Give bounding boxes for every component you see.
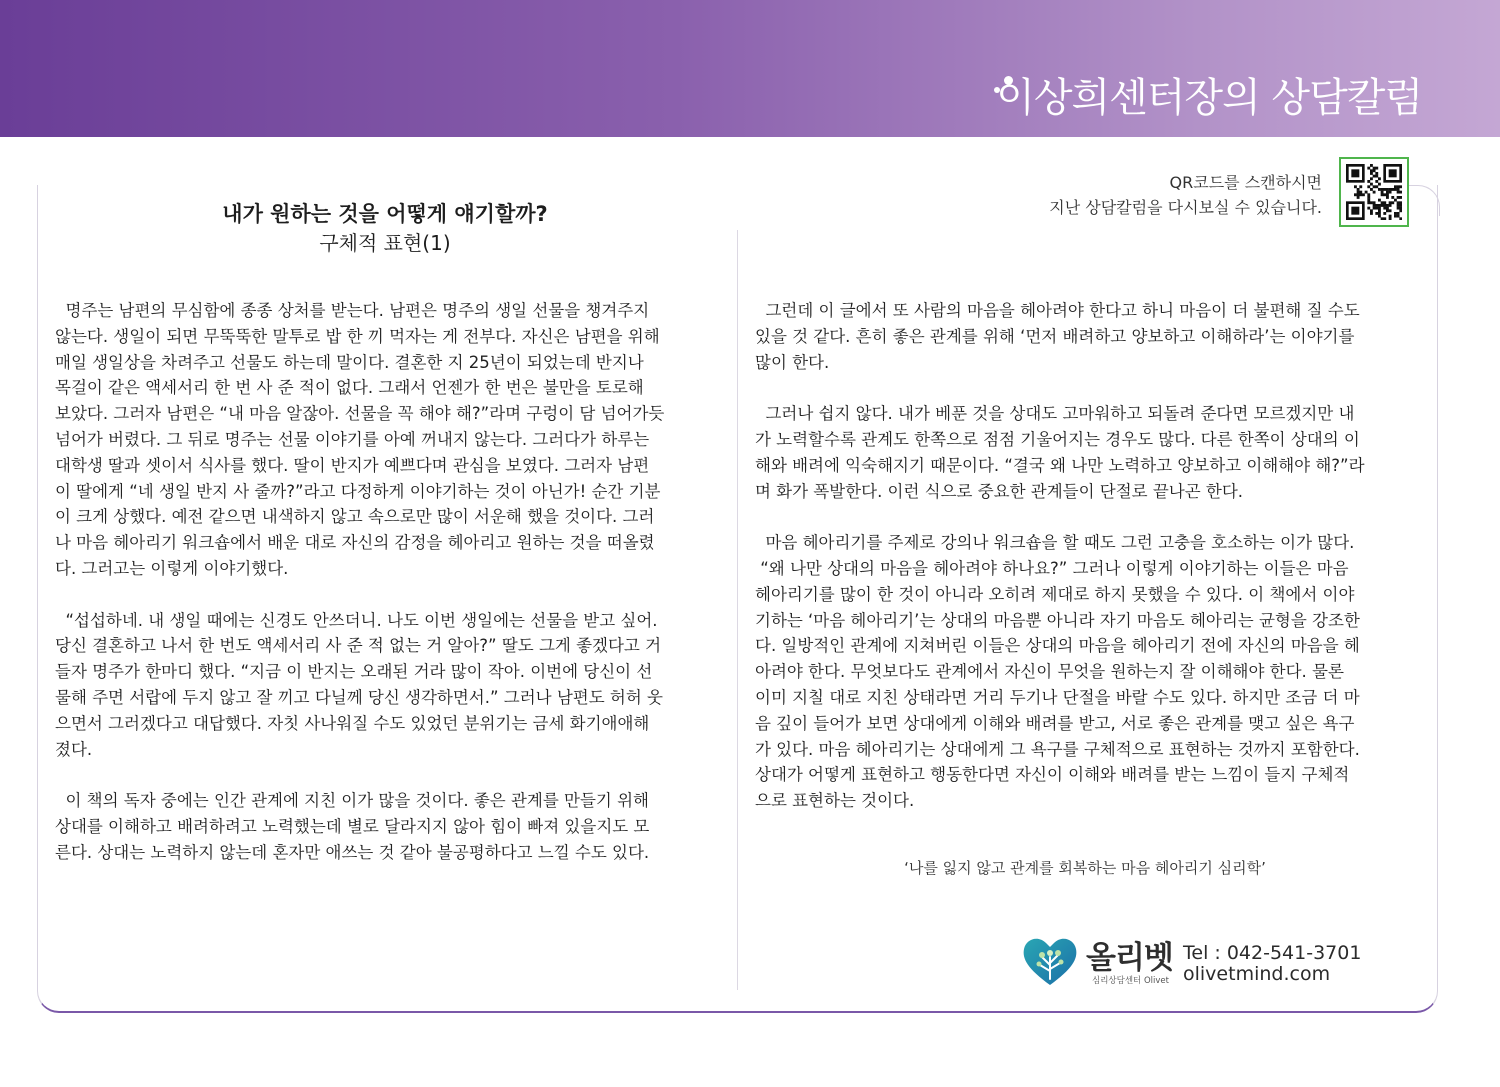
text-line: 기하는 ‘마음 헤아리기’는 상대의 마음뿐 아니라 자기 마음도 헤아리는 균형을 강조한 — [755, 610, 1360, 630]
text-line: 마음 헤아리기를 주제로 강의나 워크숍을 할 때도 그런 고충을 호소하는 이가 많다. — [755, 533, 1355, 553]
text-line: “섭섭하네. 내 생일 때에는 신경도 안쓰더니. 나도 이번 생일에는 선물을 받고 싶어. — [55, 610, 658, 630]
paragraph — [55, 298, 664, 582]
text-line: 매일 생일상을 차려주고 선물도 하는데 말이다. 결혼한 지 25년이 되었는데 반지나 — [55, 352, 644, 372]
text-line: 들자 명주가 한마디 했다. “지금 이 반지는 오래된 거라 많이 작아. 이번에 당신이 선 — [55, 662, 653, 682]
text-line: 목걸이 같은 액세서리 한 번 사 준 적이 없다. 그래서 언젠가 한 번은 불만을 토로해 — [55, 378, 644, 398]
telephone: Tel : 042-541-3701 — [1183, 942, 1362, 964]
paragraph — [755, 401, 1365, 504]
book-source: ‘나를 잃지 않고 관계를 회복하는 마음 헤아리기 심리학’ — [904, 859, 1266, 877]
column-divider — [737, 230, 738, 990]
text-line: 해와 배려에 익숙해지기 때문이다. “결국 왜 나만 노력하고 양보하고 이해해야 해?”라 — [755, 455, 1365, 475]
text-line: 가 노력할수록 관계도 한쪽으로 점점 기울어지는 경우도 많다. 다른 한쪽이 상대의 이 — [755, 429, 1360, 449]
text-line: 이 책의 독자 중에는 인간 관계에 지친 이가 많을 것이다. 좋은 관계를 만들기 위해 — [55, 791, 649, 811]
column-series-title: 이상희센터장의 상담칼럼 — [996, 75, 1422, 121]
text-line: 당신 결혼하고 나서 한 번도 액세서리 사 준 적 없는 거 알아?” 딸도 그게 좋겠다고 거 — [55, 636, 662, 656]
heart-tree-icon — [1020, 933, 1080, 989]
text-line: 넘어가 버렸다. 그 뒤로 명주는 선물 이야기를 아예 꺼내지 않는다. 그러다가 하루는 — [55, 429, 650, 449]
text-line: 그런데 이 글에서 또 사람의 마음을 헤아려야 한다고 하니 마음이 더 불편해 질 수도 — [755, 301, 1360, 320]
text-line: 그러나 쉽지 않다. 내가 베푼 것을 상대도 고마워하고 되돌려 준다면 모르겠지만 내 — [755, 404, 1355, 424]
text-line: 상대를 이해하고 배려하려고 노력했는데 별로 달라지지 않아 힘이 빠져 있을지도 모 — [55, 816, 650, 836]
paragraph — [755, 530, 1365, 814]
qr-instructions — [1049, 170, 1322, 220]
logo-name: 올리벳 — [1086, 940, 1173, 976]
logo-subtitle: 심리상담센터 Olivet — [1092, 976, 1169, 986]
text-line: 헤아리기를 많이 한 것이 아니라 오히려 제대로 하지 못했을 수 있다. 이 책에서 이야 — [755, 584, 1355, 604]
text-line: 보았다. 그러자 남편은 “내 마음 알잖아. 선물을 꼭 해야 해?”라며 구렁이 담 넘어가듯 — [55, 404, 665, 424]
paragraph — [755, 298, 1365, 375]
text-line: 이 크게 상했다. 예전 같으면 내색하지 않고 속으로만 많이 서운해 했을 것이다. 그러 — [55, 507, 655, 527]
text-line: 있을 것 같다. 흔히 좋은 관계를 위해 ‘먼저 배려하고 양보하고 이해하라’는 이야기를 — [755, 326, 1355, 346]
text-line: 이 딸에게 “네 생일 반지 사 줄까?”라고 다정하게 이야기하는 것이 아닌가! 순간 기분 — [55, 481, 661, 501]
right-column — [755, 298, 1365, 814]
text-line: 으면서 그러겠다고 대답했다. 자칫 사나워질 수도 있었던 분위기는 금세 화기애애해 — [55, 713, 650, 733]
text-line: 다. 그러고는 이렇게 이야기했다. — [55, 558, 289, 578]
text-line: 많이 한다. — [755, 352, 830, 372]
text-line: 명주는 남편의 무심함에 종종 상처를 받는다. 남편은 명주의 생일 선물을 챙겨주지 — [55, 301, 650, 320]
text-line: “왜 나만 상대의 마음을 헤아려야 하나요?” 그러나 이렇게 이야기하는 이들은 마음 — [755, 558, 1349, 578]
contact-info — [1183, 943, 1361, 985]
text-line: 으로 표현하는 것이다. — [755, 791, 915, 811]
article-title: 내가 원하는 것을 어떻게 얘기할까? — [222, 202, 548, 226]
text-line: 며 화가 폭발한다. 이런 식으로 중요한 관계들이 단절로 끝나곤 한다. — [755, 481, 1244, 501]
qr-line-2: 지난 상담칼럼을 다시보실 수 있습니다. — [1049, 198, 1322, 217]
qr-code-icon[interactable] — [1339, 157, 1409, 227]
text-line: 이미 지칠 대로 지친 상태라면 거리 두기나 단절을 바랄 수도 있다. 하지만 조금 더 마 — [755, 687, 1360, 707]
left-column — [55, 298, 664, 866]
qr-line-1: QR코드를 스캔하시면 — [1169, 173, 1322, 192]
text-line: 아려야 한다. 무엇보다도 관계에서 자신이 무엇을 원하는지 잘 이해해야 한다. 물론 — [755, 662, 1344, 682]
article-subtitle: 구체적 표현(1) — [319, 231, 451, 255]
qr-code-pattern — [1346, 164, 1402, 220]
text-line: 졌다. — [55, 739, 93, 759]
text-line: 상대가 어떻게 표현하고 행동한다면 자신이 이해와 배려를 받는 느낌이 들지 구체적 — [755, 765, 1350, 785]
text-line: 다. 일방적인 관계에 지쳐버린 이들은 상대의 마음을 헤아리기 전에 자신의 마음을 헤 — [755, 636, 1360, 656]
paragraph — [55, 788, 664, 865]
text-line: 물해 주면 서랍에 두지 않고 잘 끼고 다닐께 당신 생각하면서.” 그러나 남편도 허허 웃 — [55, 687, 663, 707]
header-banner — [0, 0, 1500, 137]
text-line: 대학생 딸과 셋이서 식사를 했다. 딸이 반지가 예쁘다며 관심을 보였다. 그러자 남편 — [55, 455, 650, 475]
text-line: 가 있다. 마음 헤아리기는 상대에게 그 욕구를 구체적으로 표현하는 것까지 포함한다. — [755, 739, 1360, 759]
text-line: 나 마음 헤아리기 워크숍에서 배운 대로 자신의 감정을 헤아리고 원하는 것을 떠올렸 — [55, 533, 655, 553]
text-line: 른다. 상대는 노력하지 않는데 혼자만 애쓰는 것 같아 불공평하다고 느낄 수도 있다. — [55, 842, 650, 862]
paragraph — [55, 608, 664, 763]
website-link[interactable]: olivetmind.com — [1183, 963, 1331, 985]
text-line: 음 깊이 들어가 보면 상대에게 이해와 배려를 받고, 서로 좋은 관계를 맺고 싶은 욕구 — [755, 713, 1355, 733]
text-line: 않는다. 생일이 되면 무뚝뚝한 말투로 밥 한 끼 먹자는 게 전부다. 자신은 남편을 위해 — [55, 326, 660, 346]
